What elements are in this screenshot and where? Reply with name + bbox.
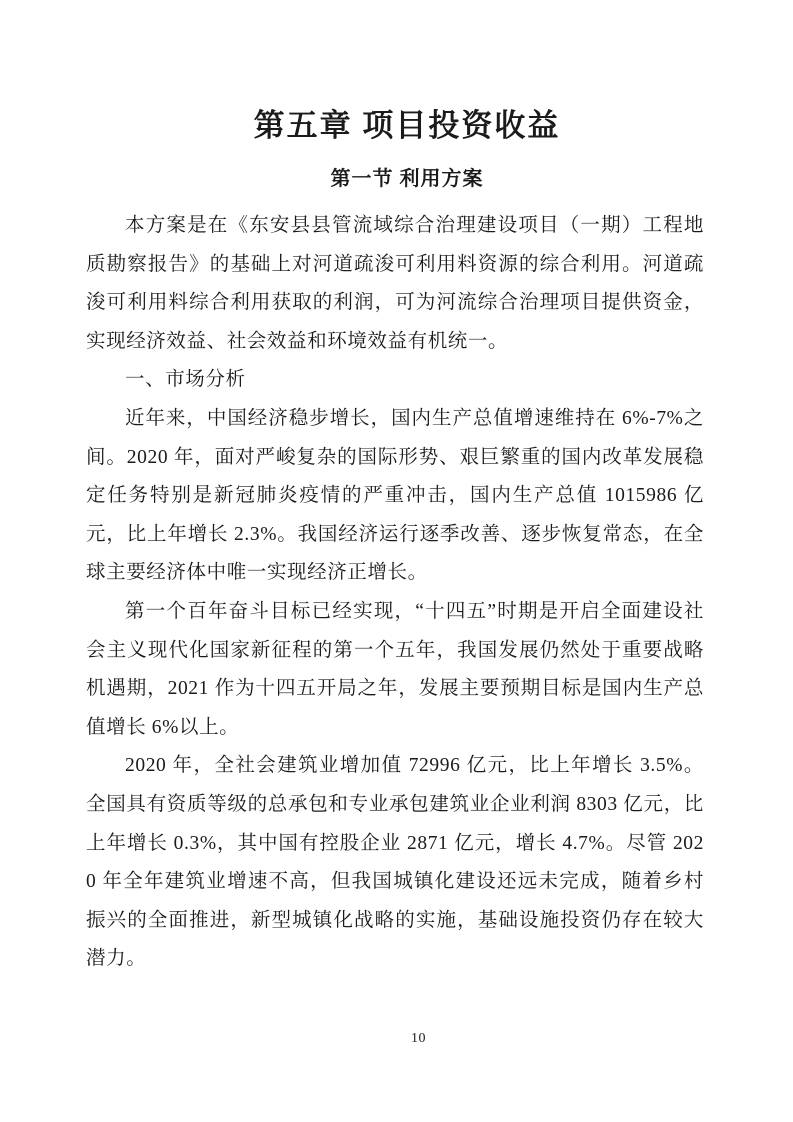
- paragraph-construction-industry: 2020 年，全社会建筑业增加值 72996 亿元，比上年增长 3.5%。全国具有资质等级的总承包和专业承包建筑业企业利润 8303 亿元，比上年增长 0.3%，其中国有控股企业 2871 亿元，增长 4.7%。尽管 2020 年全年建筑业增速不高，但我国城镇化建设还远未完成，随着乡村振兴的全面推进，新型城镇化战略的实施，基础设施投资仍存在较大潜力。: [86, 755, 704, 970]
- paragraph-gdp-growth: 近年来，中国经济稳步增长，国内生产总值增速维持在 6%-7%之间。2020 年，面对严峻复杂的国际形势、艰巨繁重的国内改革发展稳定任务特别是新冠肺炎疫情的严重冲击，国内生产总值 1015986 亿元，比上年增长 2.3%。我国经济运行逐季改善、逐步恢复常态，在全球主要经济体中唯一实现经济正增长。: [86, 407, 704, 584]
- page-number: 10: [411, 1031, 426, 1046]
- heading-market-analysis: 一、市场分析: [125, 369, 246, 391]
- chapter-title: 第五章 项目投资收益: [253, 108, 561, 143]
- paragraph-14th-five-year-plan: 第一个百年奋斗目标已经实现，“十四五”时期是开启全面建设社会主义现代化国家新征程的第一个五年，我国发展仍然处于重要战略机遇期，2021 作为十四五开局之年，发展主要预期目标是国内生产总值增长 6%以上。: [86, 600, 704, 738]
- document-body: [86, 207, 704, 979]
- section-title: 第一节 利用方案: [330, 168, 484, 190]
- paragraph-utilization-overview: 本方案是在《东安县县管流域综合治理建设项目（一期）工程地质勘察报告》的基础上对河道疏浚可利用料资源的综合利用。河道疏浚可利用料综合利用获取的利润，可为河流综合治理项目提供资金，实现经济效益、社会效益和环境效益有机统一。: [86, 215, 704, 352]
